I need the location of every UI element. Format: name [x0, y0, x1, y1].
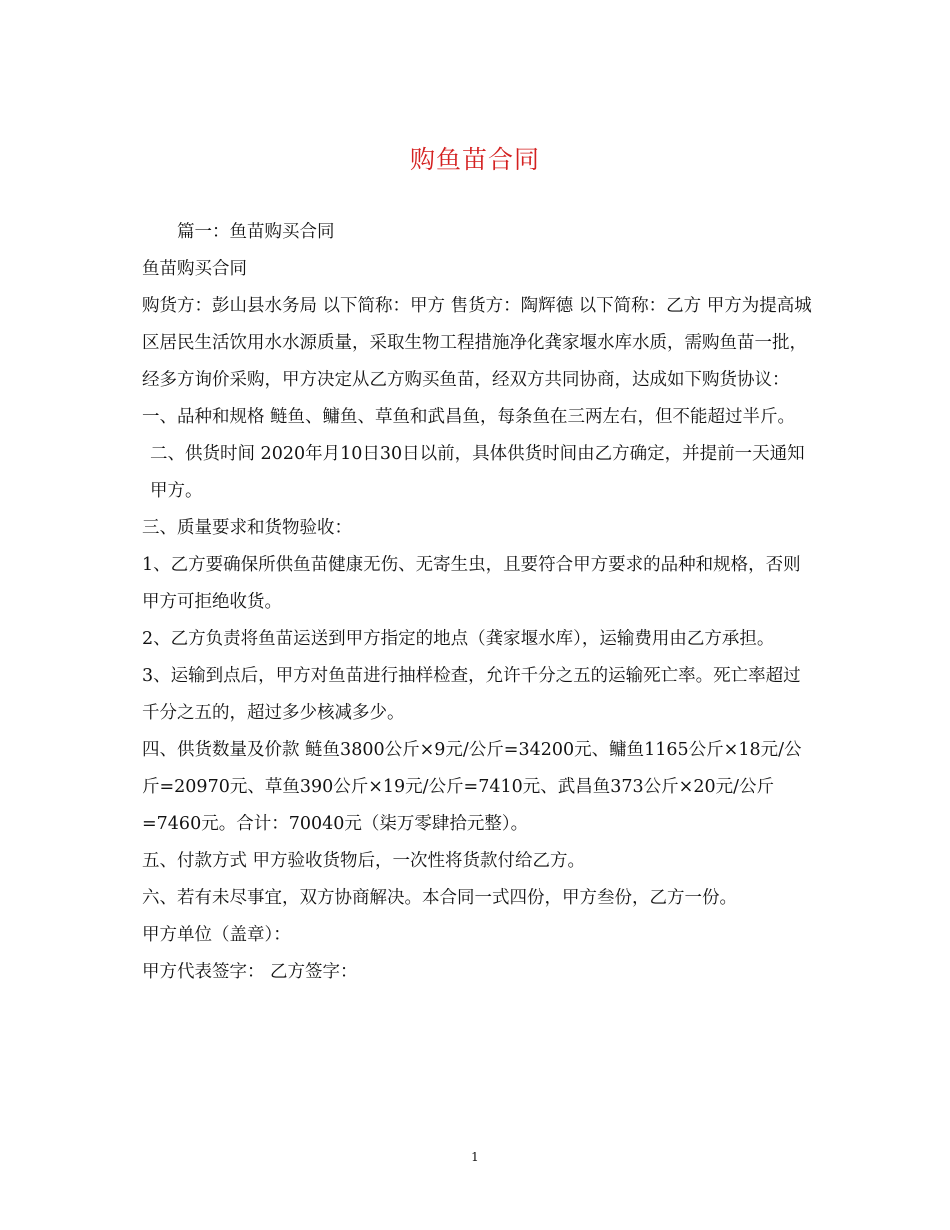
clause-4: 四、供货数量及价款 鲢鱼3800公斤×9元/公斤=34200元、鳙鱼1165公斤×18元/公斤=20970元、草鱼390公斤×19元/公斤=7410元、武昌鱼373公斤×20元/公斤=7460元。合计：70040元（柒万零肆拾元整）。	[142, 740, 802, 834]
parties-paragraph: 购货方：彭山县水务局 以下简称：甲方 售货方：陶辉德 以下简称：乙方 甲方为提高城区居民生活饮用水水源质量，采取生物工程措施净化龚家堰水库水质，需购鱼苗一批，经多方询价采购，甲方决定从乙方购买鱼苗，经双方共同协商，达成如下购货协议：	[142, 296, 812, 390]
clause-5: 五、付款方式 甲方验收货物后，一次性将货款付给乙方。	[142, 851, 586, 871]
document-body	[142, 214, 814, 991]
clause-3-item-1: 1、乙方要确保所供鱼苗健康无伤、无寄生虫，且要符合甲方要求的品种和规格，否则甲方可拒绝收货。	[142, 555, 801, 612]
signatures: 甲方代表签字： 乙方签字：	[142, 962, 358, 982]
clause-1: 一、品种和规格 鲢鱼、鳙鱼、草鱼和武昌鱼，每条鱼在三两左右，但不能超过半斤。	[142, 407, 796, 427]
clause-3-item-3: 3、运输到点后，甲方对鱼苗进行抽样检查，允许千分之五的运输死亡率。死亡率超过千分之五的，超过多少核减多少。	[142, 666, 801, 723]
clause-6: 六、若有未尽事宜，双方协商解决。本合同一式四份，甲方叁份，乙方一份。	[142, 888, 737, 908]
document-title: 购鱼苗合同	[409, 145, 540, 174]
page-number: 1	[471, 1150, 479, 1164]
clause-3-heading: 三、质量要求和货物验收：	[142, 518, 352, 538]
clause-3-item-2: 2、乙方负责将鱼苗运送到甲方指定的地点（龚家堰水库），运输费用由乙方承担。	[142, 629, 775, 649]
clause-2: 二、供货时间 2020年月10日30日以前，具体供货时间由乙方确定，并提前一天通知甲方。	[150, 444, 805, 501]
party-a-seal: 甲方单位（盖章）：	[142, 925, 291, 945]
contract-name: 鱼苗购买合同	[142, 259, 247, 279]
section-heading: 篇一：鱼苗购买合同	[177, 222, 335, 242]
